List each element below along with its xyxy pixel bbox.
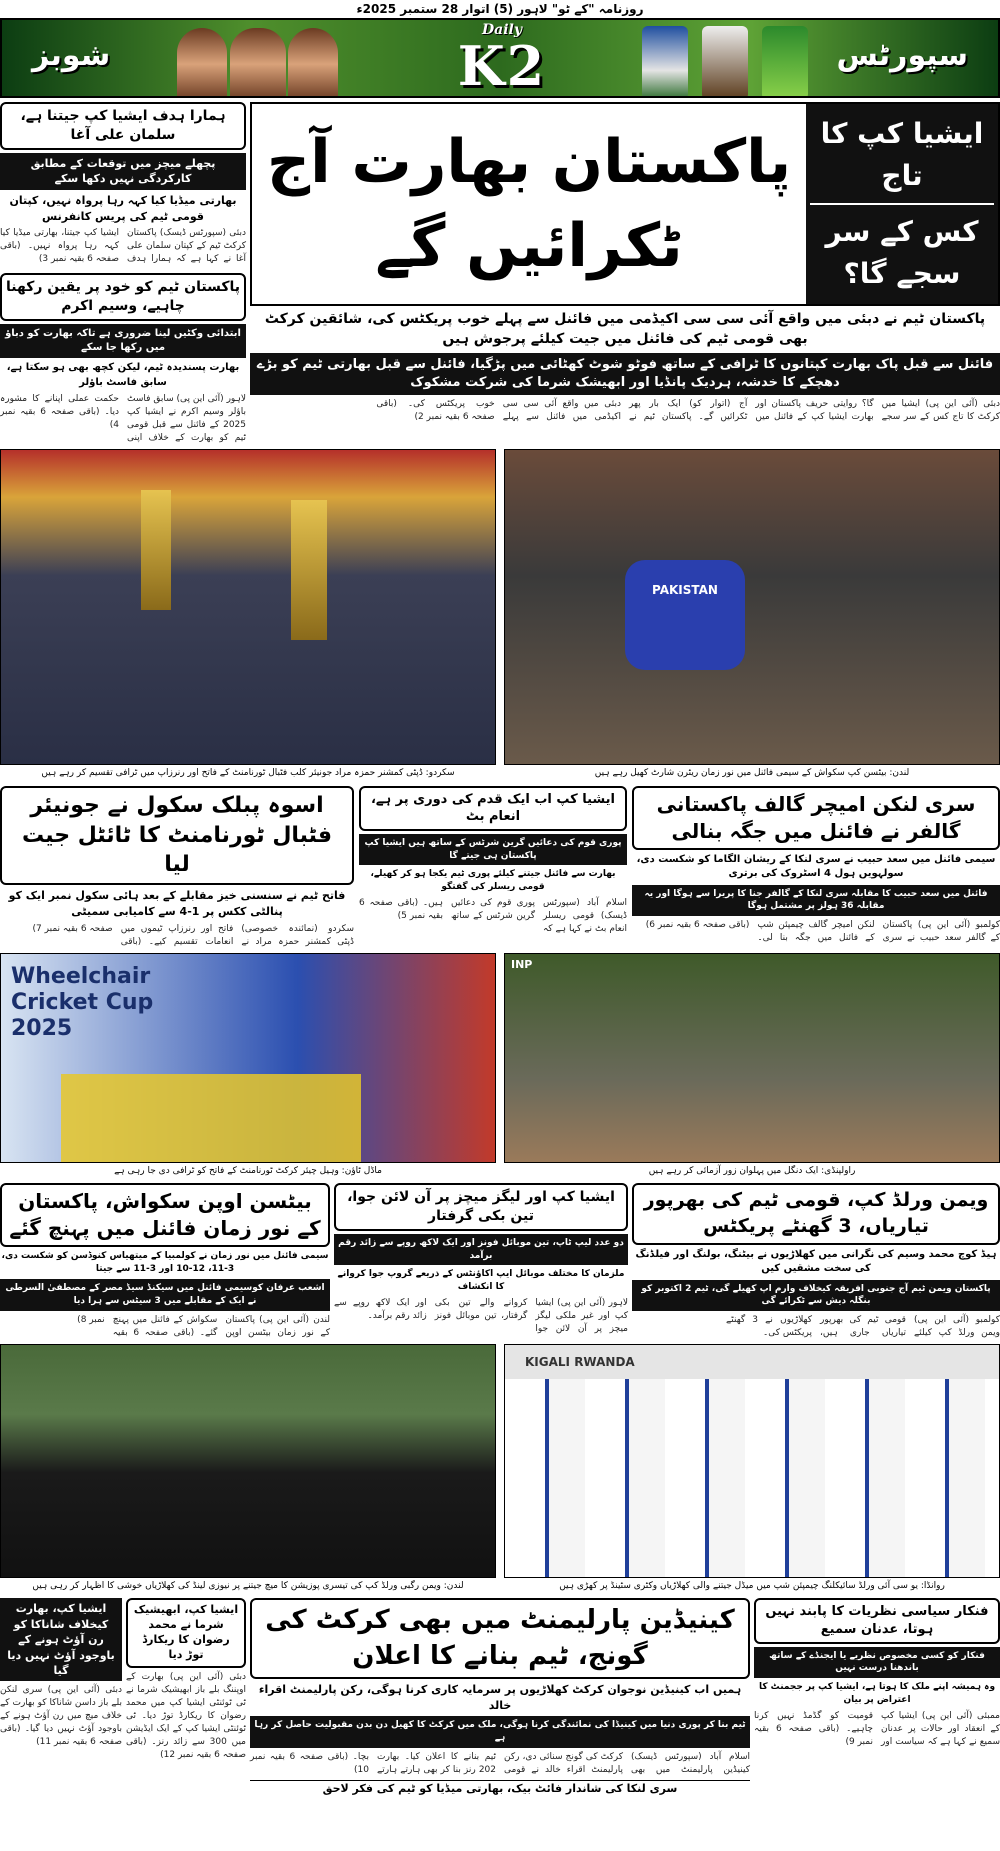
story-bar: دو عدد لیپ ٹاپ، تین موبائل فونز اور ایک لاکھ روپے سے زائد رقم برآمد bbox=[334, 1234, 628, 1265]
story-noor-zaman bbox=[0, 1183, 330, 1339]
story-aso-school bbox=[0, 786, 354, 949]
story-subhead: بھارت سے فائنل جیتنے کیلئے پوری ٹیم یکجا ہو کر کھیلے، قومی ریسلر کی گفتگو bbox=[370, 869, 616, 893]
photo-caption: راولپنڈی: ایک دنگل میں پہلوان زور آزمائی کر رہے ہیں bbox=[648, 1165, 856, 1176]
trophy-icon bbox=[291, 500, 327, 640]
story-adnan-sami bbox=[754, 1598, 1000, 1748]
sports-photo bbox=[762, 26, 808, 98]
photo-row bbox=[0, 449, 1000, 782]
photo-caption: ماڈل ٹاؤن: وہیل چیئر کرکٹ ٹورنامنٹ کے فاتح کو ٹرافی دی جا رہی ہے bbox=[114, 1165, 382, 1176]
photo-squash-player bbox=[504, 449, 1000, 765]
story-body: لاہور (آئی این پی) ایشیا کپ اور غیر ملکی لیگز میچز پر آن لائن جوا کروانے والے تین بکی گرفتار، تین موبائل فونز اور ایک لاکھ روپے سے زائد رقم برآمد۔ bbox=[334, 1298, 628, 1335]
sports-photo bbox=[702, 26, 748, 98]
photo-figure bbox=[504, 953, 1000, 1180]
story-headline: اسوہ پبلک سکول نے جونیئر فٹبال ٹورنامنٹ کا ٹائٹل جیت لیا bbox=[0, 786, 354, 885]
story-subhead: سیمی فائنل میں سعد حبیب نے سری لنکا کے ریشان الگاما کو شکست دی، سولہویں ہول 4 اسٹروک کی برتری bbox=[636, 853, 996, 880]
story-headline: پاکستان ٹیم کو خود پر یقین رکھنا چاہیے، وسیم اکرم bbox=[0, 273, 246, 321]
story-subhead: بھارتی میڈیا کیا کہہ رہا پرواہ نہیں، کپتان قومی ٹیم کی پریس کانفرنس bbox=[9, 193, 237, 223]
story-shanaka bbox=[0, 1598, 122, 1749]
story-headline: فنکار سیاسی نظریات کا پابند نہیں ہوتا، عدنان سمیع bbox=[754, 1598, 1000, 1643]
story-subhead: بھارت پسندیدہ ٹیم، لیکن کچھ بھی ہو سکتا ہے، سابق فاسٹ باؤلر bbox=[6, 362, 240, 388]
story-headline: ایشیا کپ اور لیگز میچز پر آن لائن جوا، تین بکی گرفتار bbox=[334, 1183, 628, 1231]
story-body: دبئی (آئی این پی) سری لنکن بلے باز داسن شاناکا کو بھارت کے خلاف میچ میں رن آؤٹ ہونے کے باوجود آؤٹ نہیں دیا گیا۔ (باقی صفحہ 6 بقیہ نمبر 11) bbox=[0, 1685, 122, 1748]
celebrity-photo bbox=[177, 28, 227, 98]
photo-rugby-team bbox=[0, 1344, 496, 1578]
story-bar: اشعب عرفان کوسیمی فائنل میں سیکنڈ سیڈ مصر کے مصطفیٰ السرطی نے ایک کے مقابلے میں 3 سیٹس سے ہرا دیا bbox=[0, 1279, 330, 1310]
story-body: دبئی (آئی این پی) بھارت کے اوپننگ بلے باز ابھیشیک شرما نے ٹی ٹوئنٹی ایشیا کپ میں محمد رضوان کا ریکارڈ توڑ دیا۔ ٹی ٹوئنٹی ایشیا کپ کے ایک ایڈیشن میں 300 سے زائد رنز۔ (باقی صفحہ 6 بقیہ نمبر 12) bbox=[126, 1671, 246, 1760]
story-canada-cricket bbox=[250, 1598, 750, 1796]
story-body: اسلام آباد (سپورٹس ڈیسک) کینیڈین پارلیمنٹ میں بھی کرکٹ کی گونج سنائی دی، رکن پارلیمنٹ اقراء خالد نے قومی ٹیم بنانے کا اعلان کیا۔ بھارت 202 رنز بنا کر بھی ہارتے ہارتے بچا۔ (باقی صفحہ 6 بقیہ نمبر 10) bbox=[250, 1751, 750, 1775]
story-abhishek bbox=[126, 1598, 246, 1761]
agency-mark: INP bbox=[511, 957, 533, 971]
story-body: ممبئی (آئی این پی) ایشیا کپ کے انعقاد اور حالات پر عدنان سمیع نے کہا ہے کہ سیاست اور قومیت کو گڈمڈ نہیں کرنا چاہیے۔ (باقی صفحہ 6 بقیہ نمبر 9) bbox=[754, 1710, 1000, 1747]
lead-bar: فائنل سے قبل پاک بھارت کپتانوں کا ٹرافی کے ساتھ فوٹو شوٹ کھٹائی میں پڑگیا، فائنل سے قبل بھارتی ٹیم کو بڑے دھچکے کا خدشہ، ہردیک پانڈیا اور ابھیشک شرما کی شرکت مشکوک bbox=[250, 353, 1000, 395]
lead-subhead: پاکستان ٹیم نے دبئی میں واقع آئی سی سی اکیڈمی میں فائنل سے پہلے خوب پریکٹس کی، شائقین کرکٹ بھی قومی ٹیم کی فائنل میں جیت کیلئے پرجوش ہیں bbox=[264, 311, 986, 348]
story-bar: پچھلے میچز میں توقعات کے مطابق کارکردگی نہیں دکھا سکے bbox=[0, 153, 246, 190]
story-headline: کینیڈین پارلیمنٹ میں بھی کرکٹ کی گونج، ٹیم بنانے کا اعلان bbox=[250, 1598, 750, 1678]
people bbox=[61, 1074, 361, 1163]
story-subhead: سیمی فائنل میں نور زمان نے کولمبیا کے میتھیاس کنوڈسن کو شکست دی، 3-11، 12-10 اور 3-11 سے جیتا bbox=[1, 1251, 329, 1275]
photo-caption: لندن: ویمن رگبی ورلڈ کپ کی تیسری پوزیشن کا میچ جیتنے پر نیوزی لینڈ کی کھلاڑیاں خوشی کا اظہار کر رہی ہیں bbox=[32, 1580, 464, 1591]
story-bar: ابتدائی وکٹیں لینا ضروری ہے تاکہ بھارت کو دباؤ میں رکھا جا سکے bbox=[0, 324, 246, 358]
story-headline: ایشیا کپ اب ایک قدم کی دوری پر ہے، انعام بٹ bbox=[359, 786, 627, 831]
story-body: کولمبو (آئی این پی) پاکستان کے گالفر سعد حبیب نے سری لنکن امیچر گالف چیمپئن شپ کے فائنل میں جگہ بنا لی۔ (باقی صفحہ 6 بقیہ نمبر 6) bbox=[645, 920, 1000, 943]
story-headline: ویمن ورلڈ کپ، قومی ٹیم کی بھرپور تیاریاں، 3 گھنٹے پریکٹس bbox=[632, 1183, 1000, 1244]
story-subhead: ہیڈ کوچ محمد وسیم کی نگرانی میں کھلاڑیوں نے بیٹنگ، بولنگ اور فیلڈنگ کی سخت مشقیں کیں bbox=[635, 1248, 997, 1275]
story-subhead: ملزمان کا مختلف موبائل ایپ اکاؤنٹس کے ذریعے گروپ جوا کروانے کا انکشاف bbox=[337, 1269, 625, 1293]
lead-kicker bbox=[806, 104, 998, 304]
photo-wheelchair-cricket bbox=[0, 953, 496, 1163]
photo-row bbox=[0, 953, 1000, 1180]
story-body: دبئی (سپورٹس ڈیسک) پاکستان کرکٹ ٹیم کے کپتان سلمان علی آغا نے کہا ہے کہ ہمارا ہدف ایشیا کپ جیتنا، بھارتی میڈیا کیا کہہ رہا پرواہ نہیں۔ (باقی صفحہ 6 بقیہ نمبر 3) bbox=[0, 228, 246, 265]
story-golf bbox=[632, 786, 1000, 945]
photo-figure bbox=[0, 953, 496, 1180]
row-stories-3 bbox=[0, 1183, 1000, 1339]
kicker-line: کس کے سر سجے گا؟ bbox=[825, 215, 979, 290]
story-bar: فائنل میں سعد حبیب کا مقابلہ سری لنکا کے گالفر جنا کا پریرا سے ہوگا اور یہ مقابلہ 36 ہولز پر مشتمل ہوگا bbox=[632, 885, 1000, 916]
photo-row bbox=[0, 1344, 1000, 1595]
photo-figure bbox=[504, 449, 1000, 782]
photo-caption: روانڈا: یو سی آئی ورلڈ سائیکلنگ چیمپئن شپ میں میڈل جیتنے والی کھلاڑیاں وکٹری سٹینڈ پر کھڑی ہیں bbox=[559, 1580, 945, 1591]
story-bar: پاکستان ویمن ٹیم آج جنوبی افریقہ کیخلاف وارم اپ کھیلے گی، ٹیم 2 اکتوبر کو بنگلہ دیش سے ٹکرائے گی bbox=[632, 1280, 1000, 1311]
photo-figure bbox=[0, 1344, 496, 1595]
story-betting bbox=[334, 1183, 628, 1336]
masthead bbox=[0, 18, 1000, 98]
photo-figure bbox=[504, 1344, 1000, 1595]
sports-photo bbox=[642, 26, 688, 98]
story-subhead-secondary: سری لنکا کی شاندار فائٹ بیک، بھارتی میڈیا کو ٹیم کی فکر لاحق bbox=[250, 1780, 750, 1797]
story-body: سکردو (نمائندہ خصوصی) ڈپٹی کمشنر حمزہ مراد نے فاتح اور رنرزاپ ٹیموں میں انعامات تقسیم کیے۔ (باقی صفحہ 6 بقیہ نمبر 7) bbox=[32, 923, 354, 947]
story-headline: ایشیا کپ، بھارت کیخلاف شاناکا کو رن آؤٹ ہونے کے باوجود آؤٹ نہیں دیا گیا bbox=[0, 1598, 122, 1681]
photo-trophy-ceremony bbox=[0, 449, 496, 765]
story-bar: ٹیم بنا کر پوری دنیا میں کینیڈا کی نمائندگی کرنا ہوگی، ملک میں کرکٹ کا کھیل دن بدن مقبولیت حاصل کر رہا ہے bbox=[250, 1716, 750, 1747]
kicker-line: ایشیا کپ کا تاج bbox=[810, 107, 994, 205]
lead-headline: پاکستان بھارت آج ٹکرائیں گے bbox=[266, 127, 792, 281]
lead-story bbox=[250, 102, 1000, 424]
trophy-icon bbox=[141, 490, 171, 610]
photo-figure bbox=[0, 449, 496, 782]
story-inam-butt bbox=[359, 786, 627, 936]
dateline: روزنامہ "کے ٹو" لاہور (5) اتوار 28 ستمبر 2025ء bbox=[356, 2, 644, 16]
story-body: اسلام آباد (سپورٹس ڈیسک) قومی ریسلر انعام بٹ نے کہا ہے کہ پوری قوم کی دعائیں گرین شرٹس کے ساتھ ہیں۔ (باقی صفحہ 6 بقیہ نمبر 5) bbox=[359, 898, 627, 935]
row-lead bbox=[0, 102, 1000, 445]
lead-headline-box bbox=[250, 102, 1000, 306]
story-subhead: وہ ہمیشہ اپنے ملک کا ہوتا ہے، ایشیا کپ پر ججمنٹ کا اعتراض پر بیان bbox=[758, 1681, 996, 1705]
showbiz-section-label: شوبز bbox=[32, 38, 111, 73]
sports-section-label: سپورٹس bbox=[836, 38, 968, 73]
row-stories-4 bbox=[0, 1598, 1000, 1796]
celebrity-photo bbox=[230, 28, 286, 98]
left-top-column bbox=[0, 102, 246, 445]
story-headline: ہمارا ہدف ایشیا کپ جیتنا ہے، سلمان علی آغا bbox=[0, 102, 246, 150]
logo-k2: K2 bbox=[457, 34, 547, 98]
story-headline: سری لنکن امیچر گالف پاکستانی گالفر نے فائنل میں جگہ بنالی bbox=[632, 786, 1000, 850]
event-banner: KIGALI RWANDA bbox=[505, 1345, 999, 1379]
story-bar: فنکار کو کسی مخصوص نظریے یا ایجنڈے کے ساتھ باندھنا درست نہیں bbox=[754, 1647, 1000, 1678]
story-subhead: فاتح ٹیم نے سنسنی خیز مقابلے کے بعد ہائی سکول نمبر ایک کو پنالٹی ککس پر 1-4 سے کامیابی سمیٹی bbox=[8, 888, 346, 918]
row-stories-2 bbox=[0, 786, 1000, 949]
lead-body: دبئی (آئی این پی) ایشیا میں کرکٹ کا تاج کس کے سر سجے گا؟ روایتی حریف پاکستان اور بھارت ایشیا کپ کے فائنل میں آج (اتوار کو) ایک بار پھر ٹکرائیں گے۔ پاکستان ٹیم نے دبئی میں واقع آئی سی سی اکیڈمی میں فائنل سے پہلے خوب پریکٹس کی۔ (باقی صفحہ 6 بقیہ نمبر 2) bbox=[376, 398, 1000, 422]
photo-caption: سکردو: ڈپٹی کمشنر حمزہ مراد جونیئر کلب فٹبال ٹورنامنٹ کے فاتح اور رنرزاپ میں ٹرافی تقسیم کر رہے ہیں bbox=[41, 768, 455, 779]
story-bar: پوری قوم کی دعائیں گرین شرٹس کے ساتھ ہیں ایشیا کپ پاکستان ہی جیتے گا bbox=[359, 834, 627, 865]
photo-caption: لندن: بیٹسن کپ سکواش کے سیمی فائنل میں نور زمان ریٹرن شارٹ کھیل رہے ہیں bbox=[594, 768, 910, 779]
story-headline: ایشیا کپ، ابھیشیک شرما نے محمد رضوان کا ریکارڈ توڑ دیا bbox=[126, 1598, 246, 1667]
jersey: PAKISTAN bbox=[625, 560, 745, 670]
story-headline: بیٹسن اوپن سکواش، پاکستان کے نور زمان فائنل میں پہنچ گئے bbox=[0, 1183, 330, 1247]
celebrity-photo bbox=[288, 28, 338, 98]
photo-wrestling bbox=[504, 953, 1000, 1163]
story-women-world-cup bbox=[632, 1183, 1000, 1339]
story-body: لندن (آئی این پی) پاکستان کے نور زمان بیٹسن اوپن سکواش کے فائنل میں پہنچ گئے۔ (باقی صفحہ 6 بقیہ نمبر 8) bbox=[77, 1314, 330, 1338]
logo-daily: Daily bbox=[482, 22, 522, 38]
story-subhead: ہمیں اب کینیڈین نوجوان کرکٹ کھلاڑیوں پر سرمایہ کاری کرنا ہوگی، رکن پارلیمنٹ اقراء خالد bbox=[258, 1682, 742, 1712]
newspaper-logo bbox=[422, 22, 582, 98]
story-body: کولمبو (آئی این پی) ویمن ورلڈ کپ کیلئے قومی ٹیم کی بھرپور تیاریاں جاری ہیں، کھلاڑیوں نے 3 گھنٹے پریکٹس کی۔ bbox=[726, 1314, 1000, 1338]
story-body: لاہور (آئی این پی) سابق فاسٹ باؤلر وسیم اکرم نے ایشیا کپ 2025 کے فائنل سے قبل قومی ٹیم کو بھارت کے خلاف اپنی حکمت عملی اپنانے کا مشورہ دیا۔ (باقی صفحہ 6 بقیہ نمبر 4) bbox=[0, 394, 246, 444]
photo-cycling-podium bbox=[504, 1344, 1000, 1578]
event-banner: Wheelchair Cricket Cup 2025 bbox=[11, 963, 154, 1041]
